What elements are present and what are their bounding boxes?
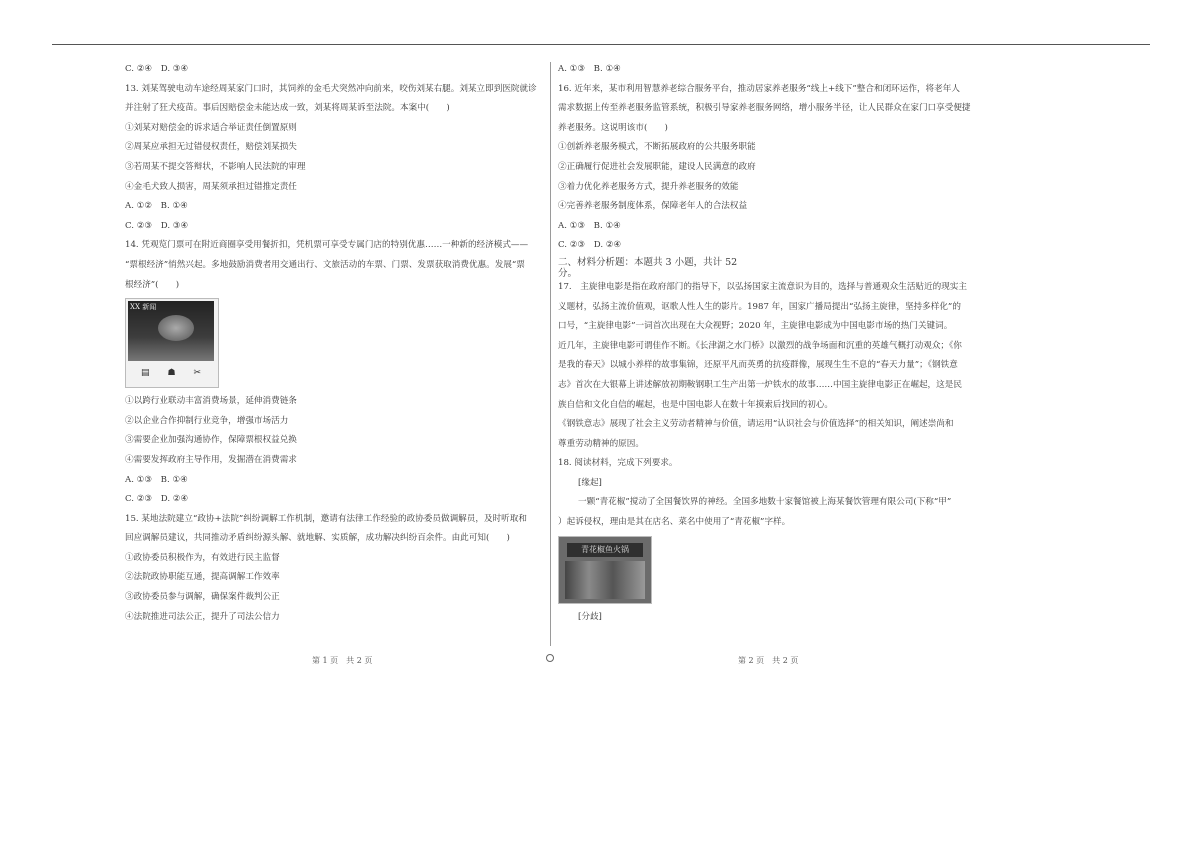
text-line: ④金毛犬致人损害，周某须承担过错推定责任 bbox=[125, 181, 297, 192]
news-app-image bbox=[125, 298, 219, 388]
text-line: ②周某应承担无过错侵权责任，赔偿刘某损失 bbox=[125, 142, 297, 153]
text-line: 回应调解员建议，共同推动矛盾纠纷源头解、就地解、实质解，成功解决纠纷百余件。由此可知( ) bbox=[125, 533, 510, 544]
text-line: ③着力优化养老服务方式，提升养老服务的效能 bbox=[558, 181, 739, 192]
text-line: C. ②④ D. ③④ bbox=[125, 64, 189, 74]
app-brand: XX 新闻 bbox=[130, 303, 157, 312]
text-line: A. ①③ B. ①④ bbox=[558, 220, 621, 231]
text-line: C. ②③ D. ③④ bbox=[125, 220, 189, 231]
text-line: A. ①② B. ①④ bbox=[125, 201, 188, 212]
text-line: 志》首次在大银幕上讲述解放初期鞍钢职工生产出第一炉铁水的故事……中国主旋律电影正在崛起，这是民 bbox=[558, 379, 962, 390]
subheading: [分歧] bbox=[578, 611, 602, 622]
storefront-sign: 青花椒鱼火锅 bbox=[567, 543, 643, 557]
top-rule bbox=[52, 44, 1150, 45]
text-line: C. ②③ D. ②④ bbox=[558, 240, 622, 251]
text-line: 是我的春天》以城小养样的故事集锦，还原平凡而英勇的抗疫群像，展现生生不息的“春天力量”；《钢铁意 bbox=[558, 360, 958, 371]
text-line: ）起诉侵权，理由是其在店名、菜名中使用了“青花椒”字样。 bbox=[558, 517, 791, 528]
text-line: “票根经济”悄然兴起。多地鼓励消费者用交通出行、文旅活动的车票、门票、发票获取消费优惠。发展“票 bbox=[125, 259, 525, 270]
text-line: ③若周某不提交答辩状，不影响人民法院的审理 bbox=[125, 161, 306, 172]
text-line: ①以跨行业联动丰富消费场景，延伸消费链条 bbox=[125, 396, 297, 407]
text-line: ④完善养老服务制度体系，保障老年人的合法权益 bbox=[558, 201, 748, 212]
text-line: 并注射了狂犬疫苗。事后因赔偿金未能达成一致，刘某将周某诉至法院。本案中( ) bbox=[125, 103, 450, 114]
text-line: A. ①③ B. ①④ bbox=[125, 474, 188, 485]
text-line: 18. 阅读材料，完成下列要求。 bbox=[558, 458, 678, 469]
text-line: 14. 凭观览门票可在附近商圈享受用餐折扣，凭机票可享受专属门店的特别优惠……一种新的经济模式—— bbox=[125, 240, 529, 251]
text-line: 16. 近年来，某市利用智慧养老综合服务平台，推动居家养老服务“线上+线下”整合和闭环运作，将老年人 bbox=[558, 83, 960, 94]
coin-graphic bbox=[158, 315, 194, 341]
center-circle-mark bbox=[546, 654, 554, 662]
text-line: ①政协委员积极作为，有效进行民主监督 bbox=[125, 552, 280, 563]
text-line: ③需要企业加强沟通协作，保障票根权益兑换 bbox=[125, 435, 297, 446]
text-line: ①刘某对赔偿金的诉求适合举证责任倒置原则 bbox=[125, 122, 297, 133]
subheading: [缘起] bbox=[578, 477, 602, 488]
right-column bbox=[558, 60, 978, 627]
text-line: ③政协委员参与调解，确保案件裁判公正 bbox=[125, 592, 280, 603]
section-heading-cont: 分。 bbox=[558, 267, 578, 279]
page-footer-right: 第 2 页 共 2 页 bbox=[738, 656, 799, 665]
text-line: ①创新养老服务模式，不断拓展政府的公共服务职能 bbox=[558, 142, 756, 153]
text-line: ②正确履行促进社会发展职能，建设人民满意的政府 bbox=[558, 161, 756, 172]
page-footer-left: 第 1 页 共 2 页 bbox=[312, 656, 373, 665]
text-line: 17. 主旋律电影是指在政府部门的指导下，以弘扬国家主流意识为目的，选择与普通观众生活贴近的现实主 bbox=[558, 281, 967, 292]
car-icon: ☗ bbox=[167, 368, 176, 379]
app-icon-row bbox=[132, 367, 210, 379]
text-line: 近几年，主旋律电影可谓佳作不断。《长津湖之水门桥》以激烈的战争场面和沉重的英雄气概打动观众；《你 bbox=[558, 340, 962, 351]
storefront-photo bbox=[558, 536, 652, 604]
text-line: A. ①③ B. ①④ bbox=[558, 64, 621, 74]
text-line: 族自信和文化自信的崛起，也是中国电影人在数十年摸索后找回的初心。 bbox=[558, 399, 834, 410]
text-line: 15. 某地法院建立“政协+法院”纠纷调解工作机制，邀请有法律工作经验的政协委员做调解员，及时听取和 bbox=[125, 513, 527, 524]
text-line: 尊重劳动精神的原因。 bbox=[558, 438, 644, 449]
text-line: 需求数据上传至养老服务监管系统，积极引导家养老服务网络，增小服务半径，让人民群众在家门口享受便捷 bbox=[558, 103, 971, 114]
column-divider bbox=[550, 62, 551, 646]
menu-icon: ▤ bbox=[140, 368, 150, 379]
text-line: 义题材，弘扬主流价值观，讴歌人性人生的影片。1987 年，国家广播局提出“弘扬主旋律，坚持多样化”的 bbox=[558, 301, 961, 312]
text-line: 13. 刘某驾驶电动车途经周某家门口时，其饲养的金毛犬突然冲向前来，咬伤刘某右腿。刘某立即到医院就诊 bbox=[125, 83, 537, 94]
section-heading: 二、材料分析题：本题共 3 小题，共计 52 bbox=[558, 256, 738, 268]
text-line: ②以企业合作抑制行业竞争，增强市场活力 bbox=[125, 415, 289, 426]
text-line: 口号，“主旋律电影”一词首次出现在大众视野；2020 年，主旋律电影成为中国电影市场的热门关键词。 bbox=[558, 321, 953, 332]
text-line: ④需要发挥政府主导作用，发掘潜在消费需求 bbox=[125, 454, 297, 465]
text-line: 根经济”( ) bbox=[125, 279, 180, 290]
text-line: C. ②③ D. ②④ bbox=[125, 494, 189, 505]
storefront-door bbox=[565, 561, 645, 599]
text-line: 养老服务。这说明该市( ) bbox=[558, 122, 668, 133]
text-line: ②法院政协职能互通，提高调解工作效率 bbox=[125, 572, 280, 583]
text-line: 《钢铁意志》展现了社会主义劳动者精神与价值，请运用“认识社会与价值选择”的相关知识，阐述崇尚和 bbox=[558, 419, 954, 430]
text-line: 一颗“青花椒”搅动了全国餐饮界的神经。全国多地数十家餐馆被上海某餐饮管理有限公司(下称“甲” bbox=[578, 497, 952, 508]
scissors-icon: ✂ bbox=[193, 368, 202, 379]
left-column bbox=[125, 60, 545, 627]
text-line: ④法院推进司法公正，提升了司法公信力 bbox=[125, 611, 280, 622]
